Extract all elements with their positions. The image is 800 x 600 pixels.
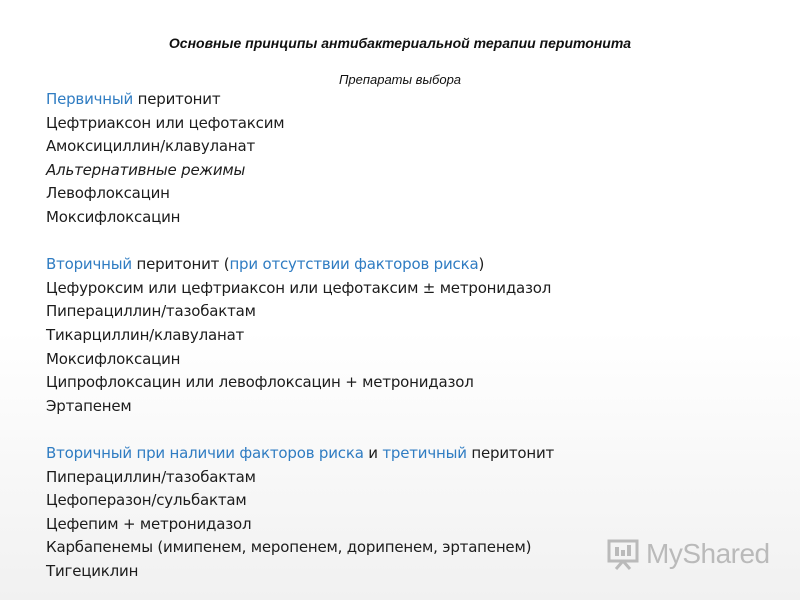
section1-alt-item: Левофлоксацин xyxy=(46,184,170,203)
section3-heading-highlight: Вторичный при наличии факторов риска xyxy=(46,443,364,462)
section2-heading-condition: при отсутствии факторов риска xyxy=(229,255,479,274)
section1-item: Цефтриаксон или цефотаксим xyxy=(46,113,285,132)
section1-alt-item: Моксифлоксацин xyxy=(46,207,181,226)
section2-heading-text: перитонит ( xyxy=(131,255,230,274)
slide-subtitle: Препараты выбора xyxy=(338,72,462,87)
section3-item: Пиперациллин/тазобактам xyxy=(46,467,256,486)
section3-item: Карбапенемы (имипенем, меропенем, дорипенем, эртапенем) xyxy=(46,538,532,557)
section1-heading xyxy=(46,88,766,112)
section3-heading-end: перитонит xyxy=(466,443,555,462)
section2-heading xyxy=(46,253,766,277)
section3-item: Цефепим + метронидазол xyxy=(46,514,252,533)
watermark xyxy=(606,534,770,574)
section2-item: Моксифлоксацин xyxy=(46,349,181,368)
section3-item: Тигециклин xyxy=(46,561,139,580)
section2-item: Тикарциллин/клавуланат xyxy=(46,325,245,344)
section3-heading-text: и xyxy=(363,443,383,462)
section3-heading-tertiary: третичный xyxy=(382,443,467,462)
section2-item: Цефуроксим или цефтриаксон или цефотаксим ± метронидазол xyxy=(46,278,552,297)
section2-heading-end: ) xyxy=(478,255,485,274)
section1-heading-highlight: Первичный xyxy=(46,90,134,108)
slide-content xyxy=(46,88,766,583)
section3-heading xyxy=(46,442,766,466)
presentation-board-icon xyxy=(606,537,640,571)
spacer xyxy=(46,418,766,442)
section1-item: Амоксициллин/клавуланат xyxy=(46,137,256,156)
section1-heading-text: перитонит xyxy=(133,90,221,108)
section2-heading-highlight: Вторичный xyxy=(46,255,132,274)
section2-item: Эртапенем xyxy=(46,396,132,415)
spacer xyxy=(46,230,766,254)
section3-item: Цефоперазон/сульбактам xyxy=(46,491,247,510)
watermark-text: MyShared xyxy=(646,538,770,569)
section2-item: Ципрофлоксацин или левофлоксацин + метронидазол xyxy=(46,373,474,392)
section2-item: Пиперациллин/тазобактам xyxy=(46,302,256,321)
section1-alt-heading: Альтернативные режимы xyxy=(46,160,246,179)
slide-title: Основные принципы антибактериальной терапии перитонита xyxy=(168,35,632,51)
